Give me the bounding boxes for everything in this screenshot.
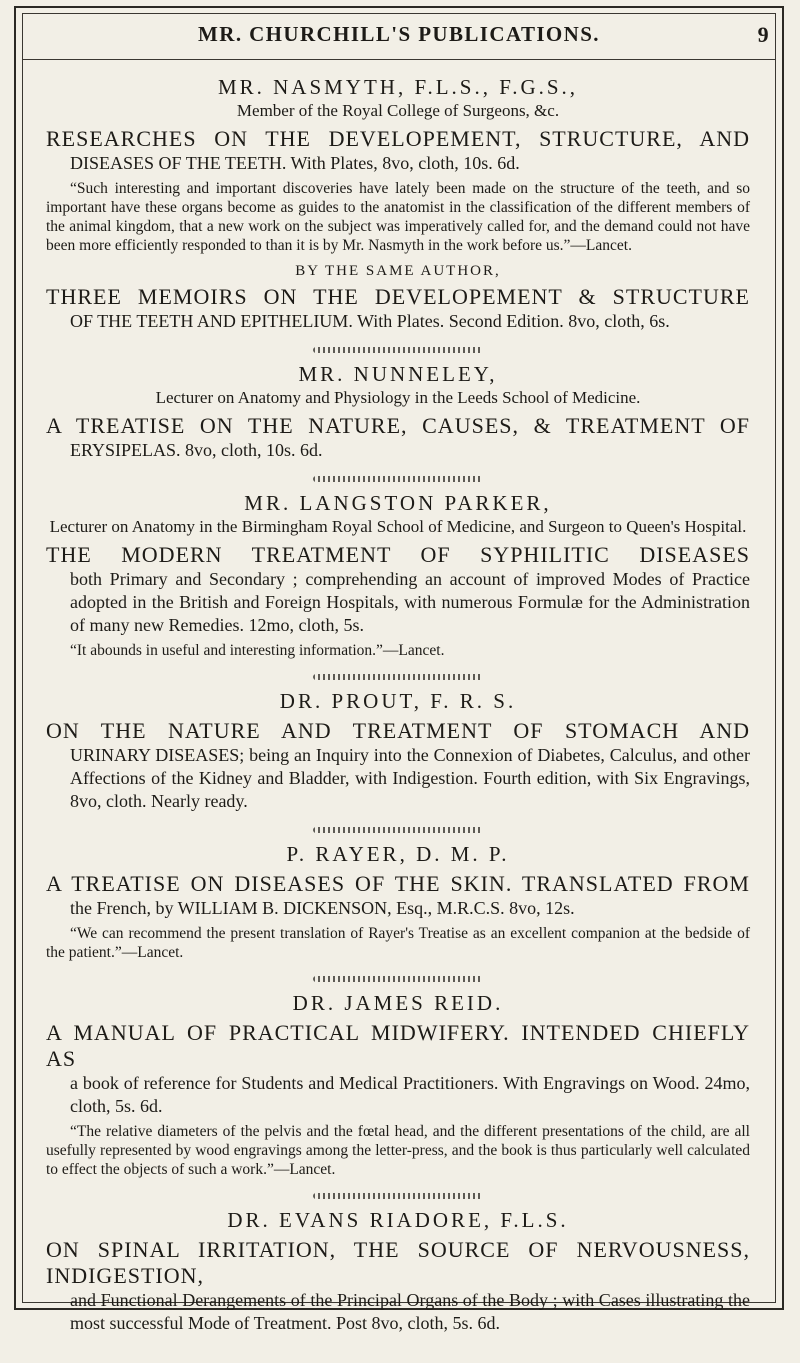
author-name: MR. NASMYTH, F.L.S., F.G.S., (217, 75, 579, 99)
book-title: A TREATISE ON DISEASES OF THE SKIN. TRANSLATED FROM (46, 871, 750, 896)
author-name: DR. EVANS RIADORE, F.L.S. (227, 1208, 569, 1232)
header-rule (22, 59, 776, 60)
review-quote: “It abounds in useful and interesting information.”—Lancet. (70, 642, 445, 659)
book-description: both Primary and Secondary ; comprehending an account of improved Modes of Practice adopted in the British and Foreign Hospitals, with numerous Formulæ for the Administration of many new Remedies. 12mo, cloth, 5s. (70, 569, 750, 635)
book-description: the French, by WILLIAM B. DICKENSON, Esq., M.R.C.S. 8vo, 12s. (70, 898, 575, 918)
publication-entry (46, 490, 750, 660)
book-title: A TREATISE ON THE NATURE, CAUSES, & TREATMENT OF (46, 413, 750, 438)
book-title: A MANUAL OF PRACTICAL MIDWIFERY. INTENDED CHIEFLY AS (46, 1020, 750, 1071)
ornamental-divider (313, 827, 483, 833)
review-quote: “Such interesting and important discoveries have lately been made on the structure of the teeth, and so important have these organs become as guides to the anatomist in the classification of the different members of the animal kingdom, that a new work on the subject was imperatively called for, and the demand could not have been more efficiently responded to than it is by Mr. Nasmyth in the work before us.”—Lancet. (46, 180, 750, 254)
author-name: DR. JAMES REID. (292, 991, 504, 1015)
publication-entry (46, 361, 750, 462)
book-description: and Functional Derangements of the Principal Organs of the Body ; with Cases illustrating the most successful Mode of Treatment. Post 8vo, cloth, 5s. 6d. (70, 1290, 750, 1333)
publication-entry (46, 688, 750, 813)
book-description: URINARY DISEASES; being an Inquiry into the Connexion of Diabetes, Calculus, and other Affections of the Kidney and Bladder, with Indigestion. Fourth edition, with Six Engravings, 8vo, cloth. Nearly ready. (70, 745, 750, 811)
book-title: ON THE NATURE AND TREATMENT OF STOMACH AND (46, 718, 750, 743)
page-number: 9 (757, 22, 770, 47)
book-description: a book of reference for Students and Medical Practitioners. With Engravings on Wood. 24mo, cloth, 5s. 6d. (70, 1073, 750, 1116)
header-title: MR. CHURCHILL'S PUBLICATIONS. (198, 22, 600, 46)
byline: BY THE SAME AUTHOR, (295, 263, 501, 279)
publication-list (46, 74, 750, 1337)
running-header (16, 22, 782, 58)
author-credentials: Lecturer on Anatomy in the Birmingham Royal School of Medicine, and Surgeon to Queen's Hospital. (49, 517, 747, 536)
book-title: ON SPINAL IRRITATION, THE SOURCE OF NERVOUSNESS, INDIGESTION, (46, 1237, 750, 1288)
review-quote: “The relative diameters of the pelvis and the fœtal head, and the different presentations of the child, are all usefully represented by wood engravings among the letter-press, and the book is thus particularly well calculated to effect the objects of such a work.”—Lancet. (46, 1123, 750, 1178)
ornamental-divider (313, 347, 483, 353)
review-quote: “We can recommend the present translation of Rayer's Treatise as an excellent companion at the bedside of the patient.”—Lancet. (46, 925, 750, 961)
author-credentials: Lecturer on Anatomy and Physiology in the Leeds School of Medicine. (155, 388, 641, 407)
ornamental-divider (313, 976, 483, 982)
author-name: DR. PROUT, F. R. S. (279, 689, 517, 713)
author-name: P. RAYER, D. M. P. (286, 842, 510, 866)
publication-entry (46, 841, 750, 962)
author-credentials: Member of the Royal College of Surgeons, &c. (236, 101, 560, 120)
author-name: MR. LANGSTON PARKER, (244, 491, 552, 515)
book-description: OF THE TEETH AND EPITHELIUM. With Plates. Second Edition. 8vo, cloth, 6s. (70, 311, 670, 331)
book-description: ERYSIPELAS. 8vo, cloth, 10s. 6d. (70, 440, 323, 460)
book-title: RESEARCHES ON THE DEVELOPEMENT, STRUCTURE, AND (46, 126, 750, 151)
book-title: THREE MEMOIRS ON THE DEVELOPEMENT & STRUCTURE (46, 284, 750, 309)
publication-entry (46, 1207, 750, 1335)
page-border (14, 6, 784, 1333)
ornamental-divider (313, 476, 483, 482)
ornamental-divider (313, 1193, 483, 1199)
author-name: MR. NUNNELEY, (298, 362, 498, 386)
book-description: DISEASES OF THE TEETH. With Plates, 8vo, cloth, 10s. 6d. (70, 153, 520, 173)
ornamental-divider (313, 674, 483, 680)
publication-entry (46, 990, 750, 1179)
book-title: THE MODERN TREATMENT OF SYPHILITIC DISEASES (46, 542, 750, 567)
publication-entry (46, 74, 750, 333)
